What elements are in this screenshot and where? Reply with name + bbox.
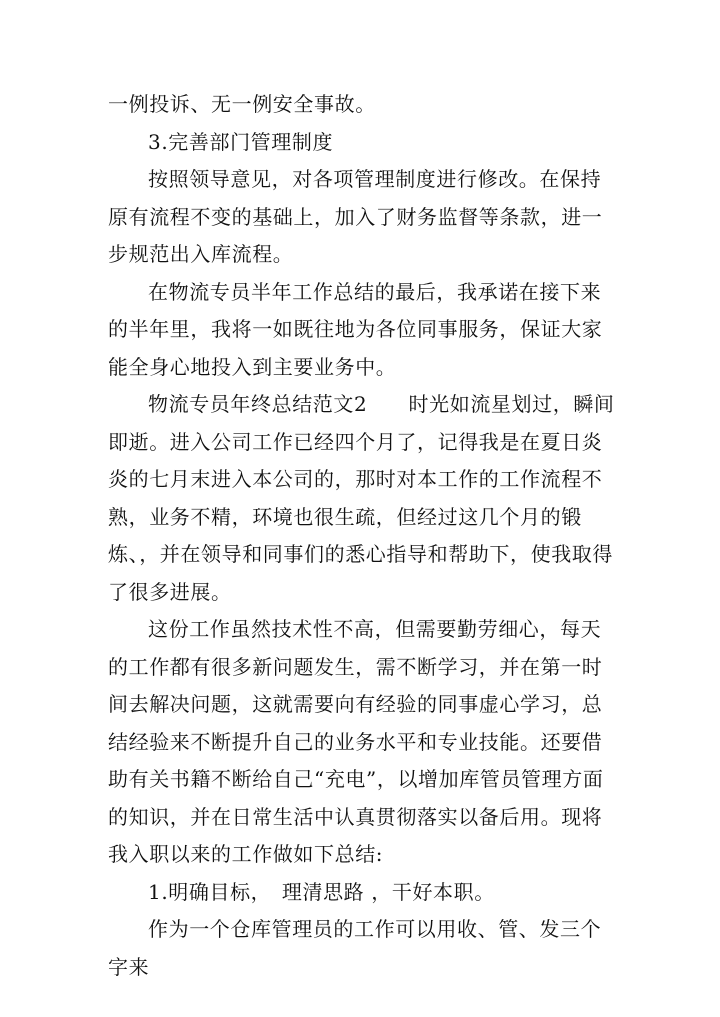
paragraph-3: 按照领导意见，对各项管理制度进行修改。在保持原有流程不变的基础上，加入了财务监督等条款，进一步规范出入库流程。 — [108, 167, 603, 266]
document-body — [108, 86, 616, 986]
paragraph-1: 一例投诉、无一例安全事故。 — [108, 92, 376, 116]
paragraph-6: 这份工作虽然技术性不高，但需要勤劳细心，每天的工作都有很多新问题发生，需不断学习，并在第一时间去解决问题，这就需要向有经验的同事虚心学习，总结经验来不断提升自己的业务水平和专业技能。还要借助有关书籍不断给自己“充电”，以增加库管员管理方面的知识，并在日常生活中认真贯彻落实以备后用。现将我入职以来的工作做如下总结: — [108, 617, 604, 866]
paragraph-5: 物流专员年终总结范文2 时光如流星划过，瞬间即逝。进入公司工作已经四个月了，记得我是在夏日炎炎的七月末进入本公司的，那时对本工作的工作流程不熟，业务不精，环境也很生疏，但经过这几个月的锻炼、，并在领导和同事们的悉心指导和帮助下，使我取得了很多进展。 — [108, 392, 615, 604]
paragraph-4: 在物流专员半年工作总结的最后，我承诺在接下来的半年里，我将一如既往地为各位同事服务，保证大家能全身心地投入到主要业务中。 — [108, 279, 603, 379]
paragraph-8: 作为一个仓库管理员的工作可以用收、管、发三个字来 — [108, 917, 602, 979]
paragraph-7-heading: 1.明确目标， 理清思路 ，干好本职。 — [148, 879, 495, 904]
paragraph-2-heading: 3.完善部门管理制度 — [148, 129, 334, 154]
